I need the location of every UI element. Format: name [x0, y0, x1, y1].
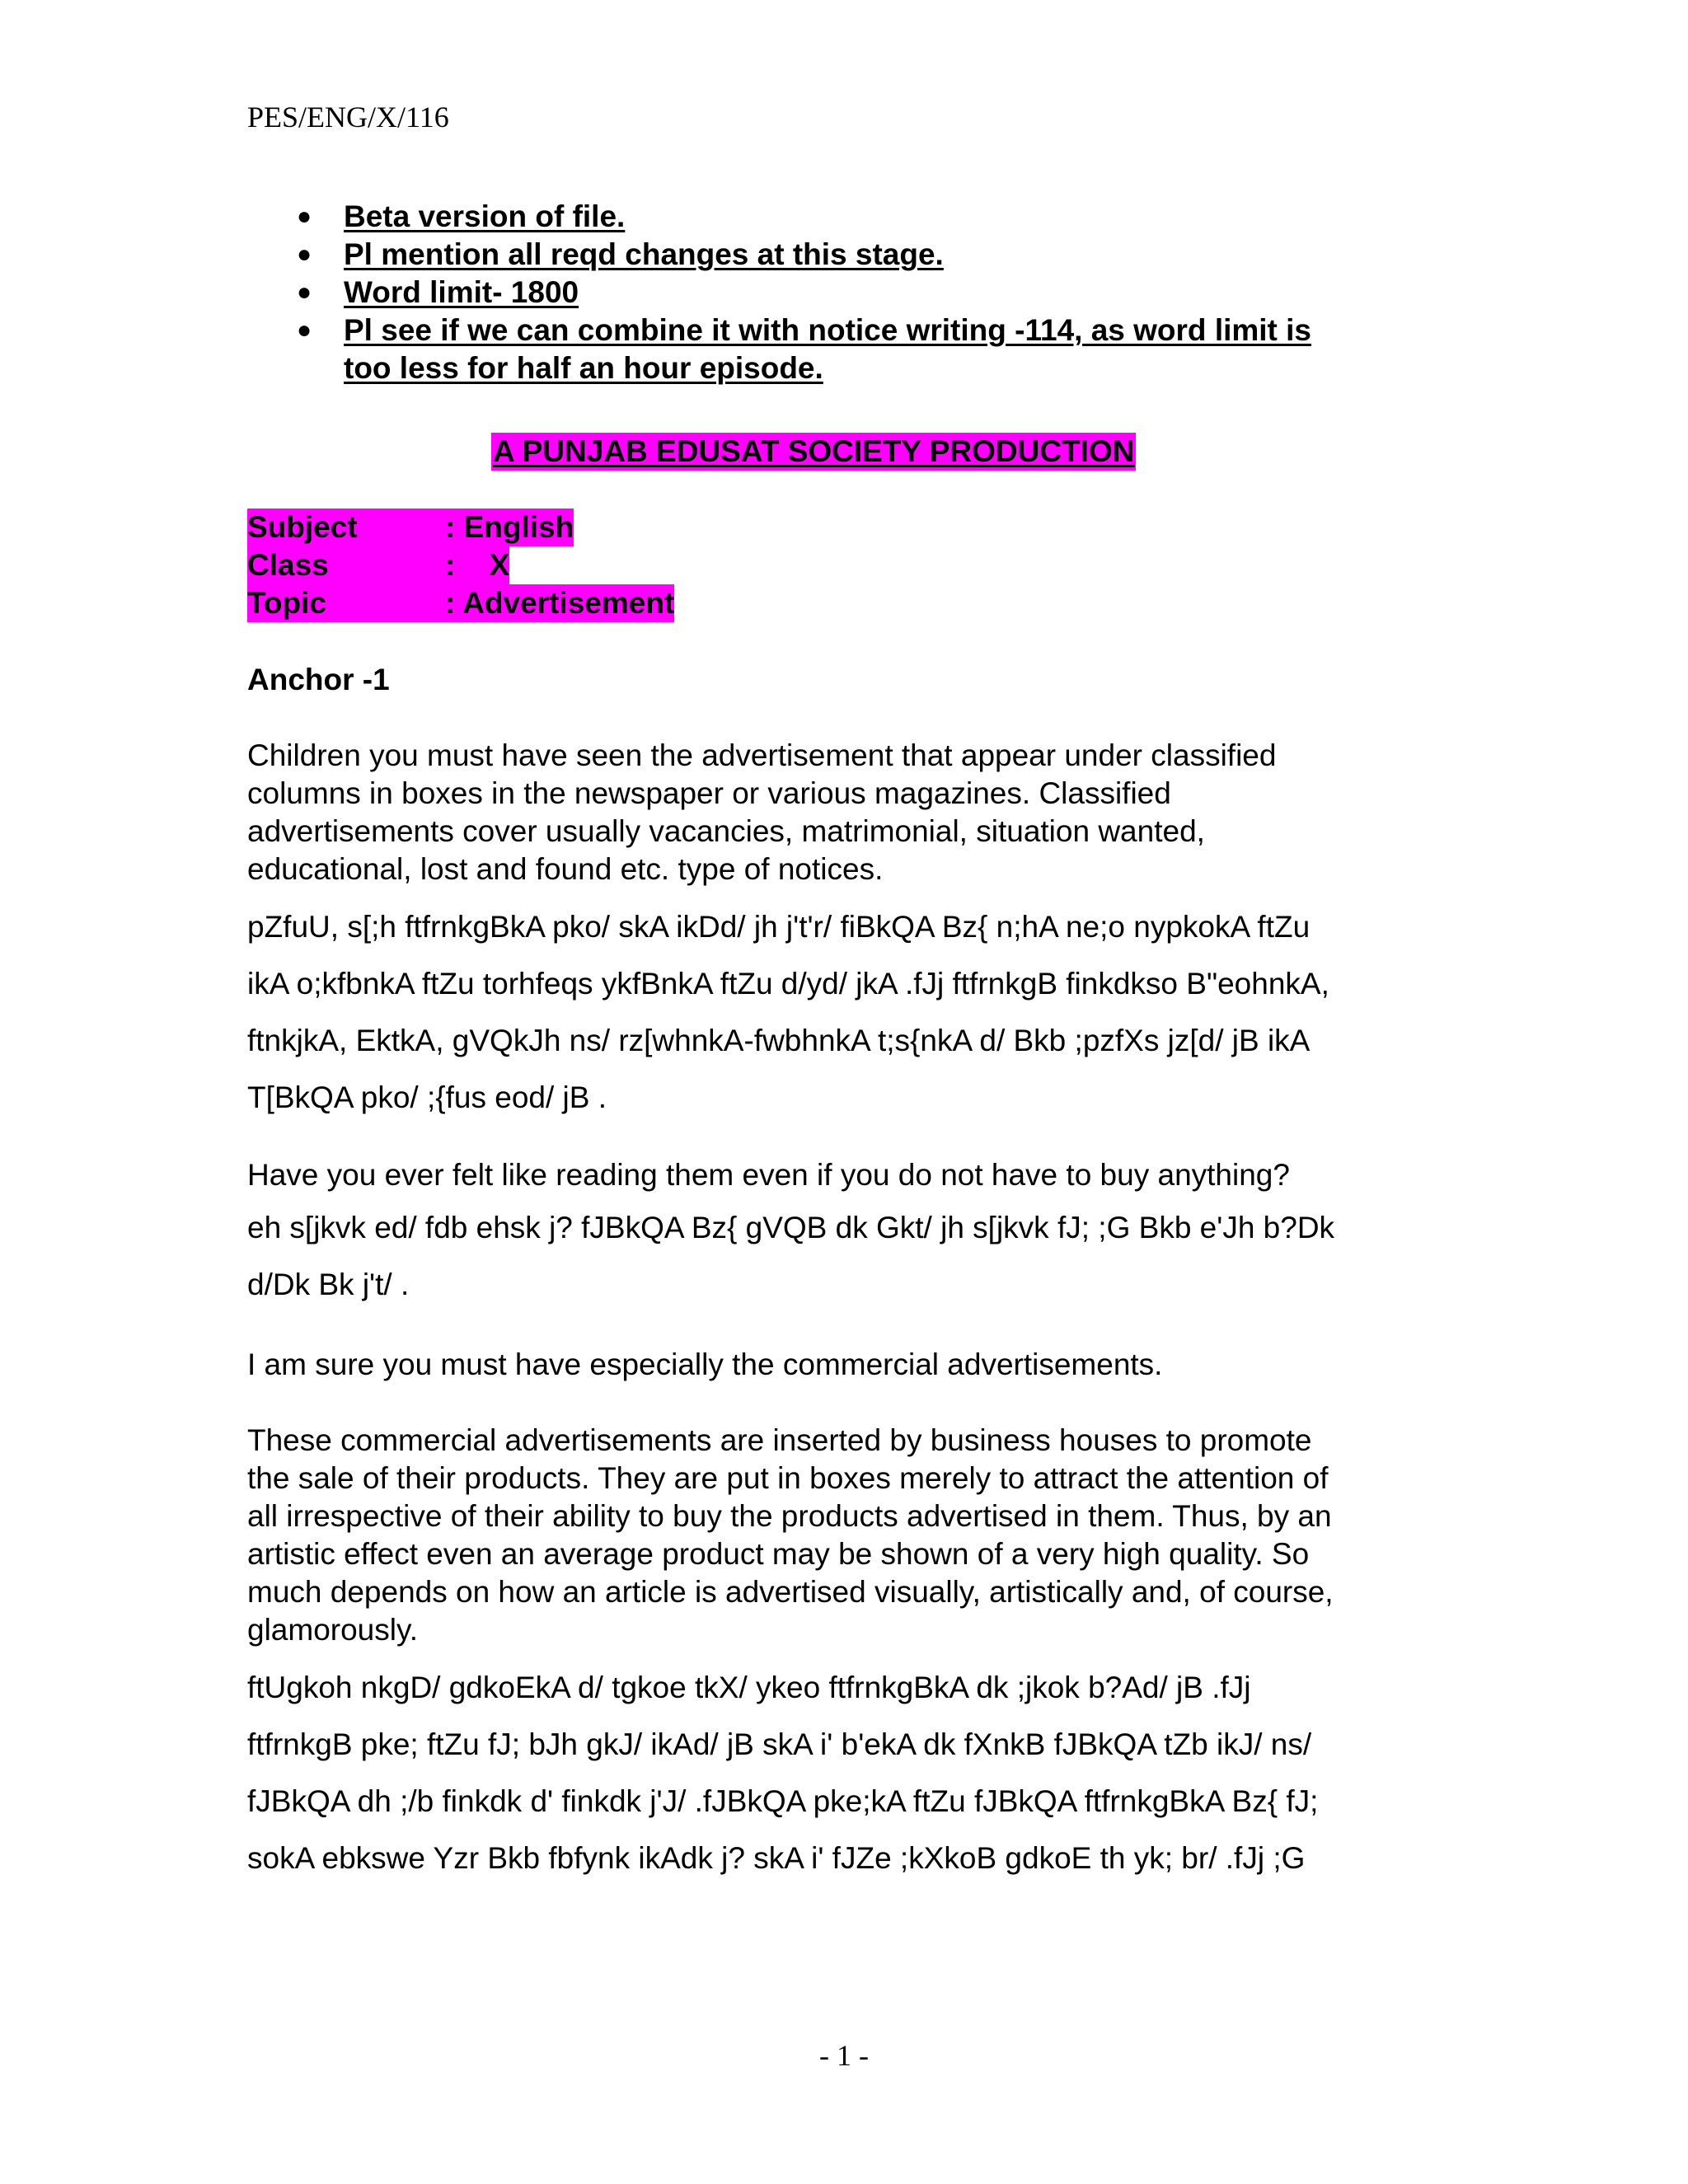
text-line: T[BkQA pko/ ;{fus eod/ jB . [247, 1080, 607, 1114]
text-line: Children you must have seen the advertisement that appear under classified [247, 738, 1277, 772]
note-item [297, 236, 1426, 274]
bullet-icon: ● [297, 203, 312, 230]
text-line: sokA ebkswe Yzr Bkb fbfynk ikAdk j? skA i' fJZe ;kXkoB gdkoE th yk; br/ .fJj ;G [247, 1841, 1306, 1875]
paragraph-english-3 [247, 1346, 1434, 1384]
text-line: ftUgkoh nkgD/ gdkoEkA d/ tgkoe tkX/ ykeo ftfrnkgBkA dk ;jkok b?Ad/ jB .fJj [247, 1671, 1251, 1704]
anchor-heading: Anchor -1 [247, 663, 390, 696]
paragraph-english-4 [247, 1422, 1434, 1649]
bullet-icon: ● [297, 279, 312, 306]
text-line: advertisements cover usually vacancies, matrimonial, situation wanted, [247, 814, 1205, 848]
note-item [297, 312, 1426, 387]
text-line: Have you ever felt like reading them even if you do not have to buy anything? [247, 1158, 1290, 1192]
meta-row-subject [247, 509, 674, 546]
meta-value: : Advertisement [445, 584, 674, 622]
note-item [297, 274, 1426, 312]
paragraph-english-1 [247, 737, 1434, 888]
text-line: d/Dk Bk j't/ . [247, 1268, 410, 1301]
text-line: glamorously. [247, 1613, 419, 1647]
meta-row-class [247, 546, 674, 584]
text-line: eh s[jkvk ed/ fdb ehsk j? fJBkQA Bz{ gVQB dk Gkt/ jh s[jkvk fJ; ;G Bkb e'Jh b?Dk [247, 1211, 1335, 1244]
page-number: - 1 - [819, 2039, 869, 2072]
paragraph-punjabi-1 [247, 898, 1434, 1126]
text-line: ftnkjkA, EktkA, gVQkJh ns/ rz[whnkA-fwbhnkA t;s{nkA d/ Bkb ;pzfXs jz[d/ jB ikA [247, 1024, 1311, 1057]
meta-value: : English [445, 509, 574, 546]
text-line: These commercial advertisements are inserted by business houses to promote [247, 1423, 1312, 1457]
meta-block [247, 509, 674, 622]
paragraph-punjabi-2 [247, 1199, 1434, 1313]
text-line: columns in boxes in the newspaper or various magazines. Classified [247, 776, 1171, 810]
note-text-continued: too less for half an hour episode. [344, 351, 823, 385]
text-line: the sale of their products. They are put in boxes merely to attract the attention of [247, 1461, 1329, 1495]
meta-row-topic [247, 584, 674, 622]
text-line: I am sure you must have especially the commercial advertisements. [247, 1347, 1163, 1381]
note-text: Pl mention all reqd changes at this stage. [344, 237, 944, 271]
meta-key: Topic [247, 584, 445, 622]
note-text: Pl see if we can combine it with notice writing -114, as word limit is [344, 313, 1312, 347]
meta-key: Class [247, 546, 445, 584]
text-line: fJBkQA dh ;/b finkdk d' finkdk j'J/ .fJBkQA pke;kA ftZu fJBkQA ftfrnkgBkA Bz{ fJ; [247, 1784, 1319, 1818]
text-line: ftfrnkgB pke; ftZu fJ; bJh gkJ/ ikAd/ jB skA i' b'ekA dk fXnkB fJBkQA tZb ikJ/ ns/ [247, 1727, 1312, 1761]
note-item [297, 198, 1426, 236]
paragraph-english-2 [247, 1156, 1434, 1194]
text-line: all irrespective of their ability to buy the products advertised in them. Thus, by an [247, 1499, 1332, 1533]
paragraph-punjabi-4 [247, 1659, 1434, 1886]
text-line: artistic effect even an average product may be shown of a very high quality. So [247, 1537, 1310, 1571]
note-text: Word limit- 1800 [344, 275, 579, 309]
text-line: educational, lost and found etc. type of notices. [247, 852, 884, 886]
meta-key: Subject [247, 509, 445, 546]
bullet-icon: ● [297, 316, 312, 344]
production-title: A PUNJAB EDUSAT SOCIETY PRODUCTION [491, 433, 1136, 471]
editor-notes-list [297, 198, 1426, 387]
text-line: much depends on how an article is advertised visually, artistically and, of course, [247, 1575, 1334, 1609]
bullet-icon: ● [297, 241, 312, 268]
document-id: PES/ENG/X/116 [247, 101, 449, 134]
text-line: pZfuU, s[;h ftfrnkgBkA pko/ skA ikDd/ jh j't'r/ fiBkQA Bz{ n;hA ne;o nypkokA ftZu [247, 910, 1311, 944]
text-line: ikA o;kfbnkA ftZu torhfeqs ykfBnkA ftZu d/yd/ jkA .fJj ftfrnkgB finkdkso B"eohnkA, [247, 967, 1329, 1001]
meta-value: : X [445, 546, 509, 584]
note-text: Beta version of file. [344, 199, 626, 233]
